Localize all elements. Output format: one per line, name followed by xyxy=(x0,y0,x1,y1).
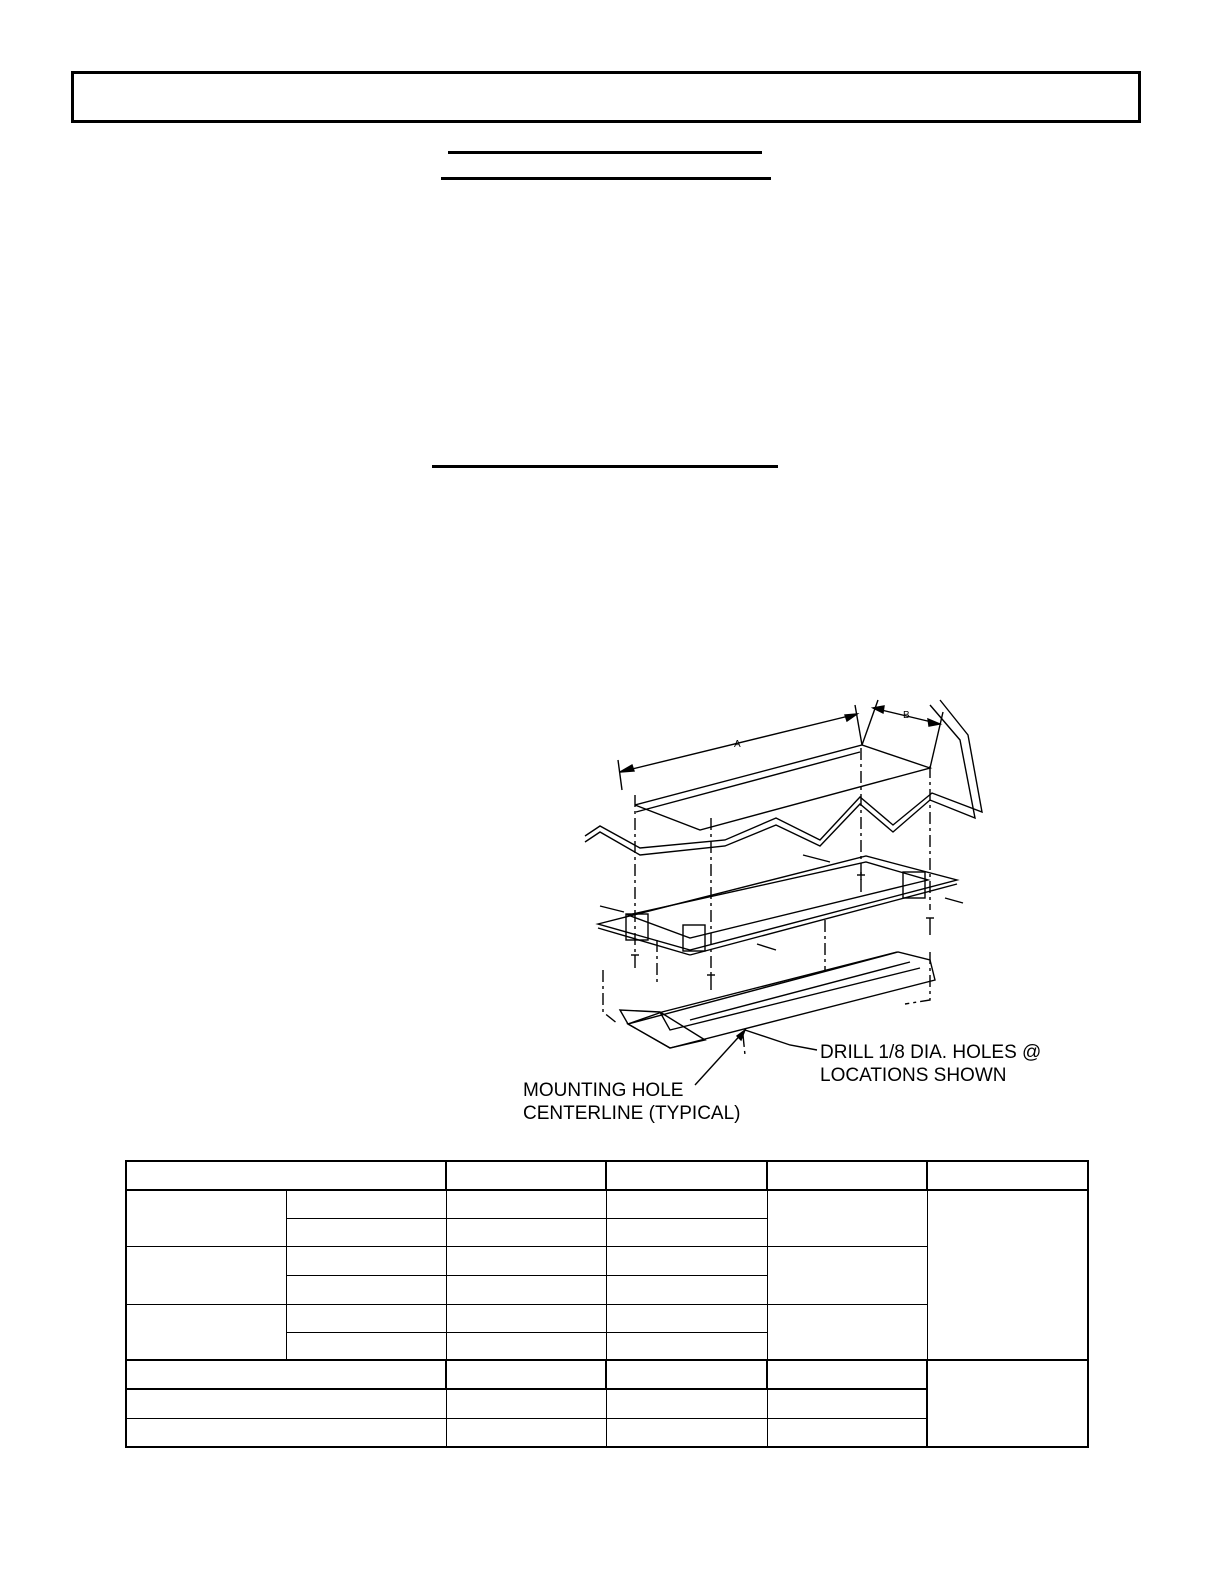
table-cell xyxy=(606,1418,767,1447)
heading-rule-1 xyxy=(448,151,762,154)
table-cell xyxy=(446,1360,606,1389)
merged-cell-2 xyxy=(767,1246,927,1304)
dimension-a-line xyxy=(620,714,857,772)
mounting-frame-lip-2 xyxy=(690,884,957,955)
header-cell-1 xyxy=(126,1161,446,1190)
table-cell xyxy=(446,1275,606,1304)
table-cell xyxy=(446,1304,606,1332)
align-line-9 xyxy=(743,1035,745,1055)
fixture-top xyxy=(628,952,897,1024)
table-cell xyxy=(446,1218,606,1246)
table-row xyxy=(126,1190,1088,1218)
title-box xyxy=(71,71,1141,123)
table-cell xyxy=(606,1190,767,1218)
group-cell-1 xyxy=(126,1190,286,1246)
table-cell xyxy=(767,1418,927,1447)
frame-bracket-mid xyxy=(683,925,705,951)
table-cell xyxy=(286,1190,446,1218)
dimension-a-label: A xyxy=(734,739,741,750)
table-cell xyxy=(606,1360,767,1389)
merged-cell-1 xyxy=(767,1190,927,1246)
table-cell xyxy=(446,1418,606,1447)
ceiling-panel-edge xyxy=(636,752,860,812)
table-cell xyxy=(446,1332,606,1360)
dimension-b-ext-right xyxy=(930,712,943,768)
screws xyxy=(600,855,963,990)
table-cell xyxy=(767,1389,927,1418)
fixture-groove xyxy=(690,962,910,1020)
dimension-b-ext-left xyxy=(862,700,878,745)
frame-bracket-left xyxy=(626,914,648,940)
group-cell-3 xyxy=(126,1304,286,1360)
table-cell xyxy=(606,1304,767,1332)
dimension-a-ext-left xyxy=(618,760,622,790)
dimension-b-line xyxy=(873,708,940,724)
merged-cell-right-1 xyxy=(927,1190,1088,1360)
table-cell xyxy=(126,1418,446,1447)
merged-cell-3 xyxy=(767,1304,927,1360)
dimension-b-arrow-right xyxy=(928,719,940,726)
frame-bracket-right xyxy=(903,872,925,898)
leader-mount-arrow xyxy=(737,1030,745,1040)
heading-rule-2 xyxy=(441,177,771,180)
table-cell xyxy=(446,1389,606,1418)
dimension-a-ext-right xyxy=(855,705,862,745)
callout-drill-line1: DRILL 1/8 DIA. HOLES @ xyxy=(820,1042,1042,1063)
ceiling-break-lower xyxy=(585,705,975,855)
leader-mount xyxy=(695,1030,745,1085)
spec-table xyxy=(125,1160,1089,1448)
table-cell xyxy=(286,1218,446,1246)
fixture-ridge xyxy=(660,968,920,1030)
table-cell xyxy=(446,1246,606,1275)
table-cell xyxy=(286,1304,446,1332)
table-cell xyxy=(606,1389,767,1418)
dimension-b-label: B xyxy=(903,710,910,721)
table-cell xyxy=(446,1190,606,1218)
mounting-frame-outline xyxy=(598,856,957,950)
callout-mount-line1: MOUNTING HOLE xyxy=(523,1080,684,1101)
table-cell xyxy=(286,1275,446,1304)
table-cell xyxy=(126,1389,446,1418)
table-cell xyxy=(126,1360,446,1389)
callout-mount xyxy=(523,1079,740,1125)
callout-mount-line2: CENTERLINE (TYPICAL) xyxy=(523,1103,741,1124)
table-row xyxy=(126,1360,1088,1389)
dimension-a-arrow-right xyxy=(845,714,857,721)
header-cell-3 xyxy=(606,1161,767,1190)
fixture-endcap xyxy=(620,1010,705,1048)
header-cell-4 xyxy=(767,1161,927,1190)
ceiling-panel-outline xyxy=(635,745,930,830)
table-cell xyxy=(286,1332,446,1360)
ceiling-break-upper xyxy=(585,700,982,848)
callout-drill-line2: LOCATIONS SHOWN xyxy=(820,1065,1007,1086)
fixture-body xyxy=(628,952,935,1048)
mounting-frame-inner xyxy=(628,862,928,938)
align-line-8 xyxy=(905,952,930,1004)
header-cell-5 xyxy=(927,1161,1088,1190)
table-cell xyxy=(606,1218,767,1246)
align-line-7 xyxy=(603,970,618,1024)
table-header-row xyxy=(126,1161,1088,1190)
table-cell xyxy=(606,1246,767,1275)
header-cell-2 xyxy=(446,1161,606,1190)
table-cell xyxy=(767,1360,927,1389)
heading-rule-3 xyxy=(432,465,778,468)
dimension-a-arrow-left xyxy=(620,765,634,772)
callout-drill xyxy=(820,1041,1041,1087)
leader-drill xyxy=(745,1030,817,1050)
mounting-frame-lip xyxy=(598,928,690,955)
table-cell xyxy=(286,1246,446,1275)
group-cell-2 xyxy=(126,1246,286,1304)
dimension-b-arrow-left xyxy=(873,706,884,713)
table-cell xyxy=(606,1332,767,1360)
merged-cell-right-2 xyxy=(927,1360,1088,1447)
table-cell xyxy=(606,1275,767,1304)
